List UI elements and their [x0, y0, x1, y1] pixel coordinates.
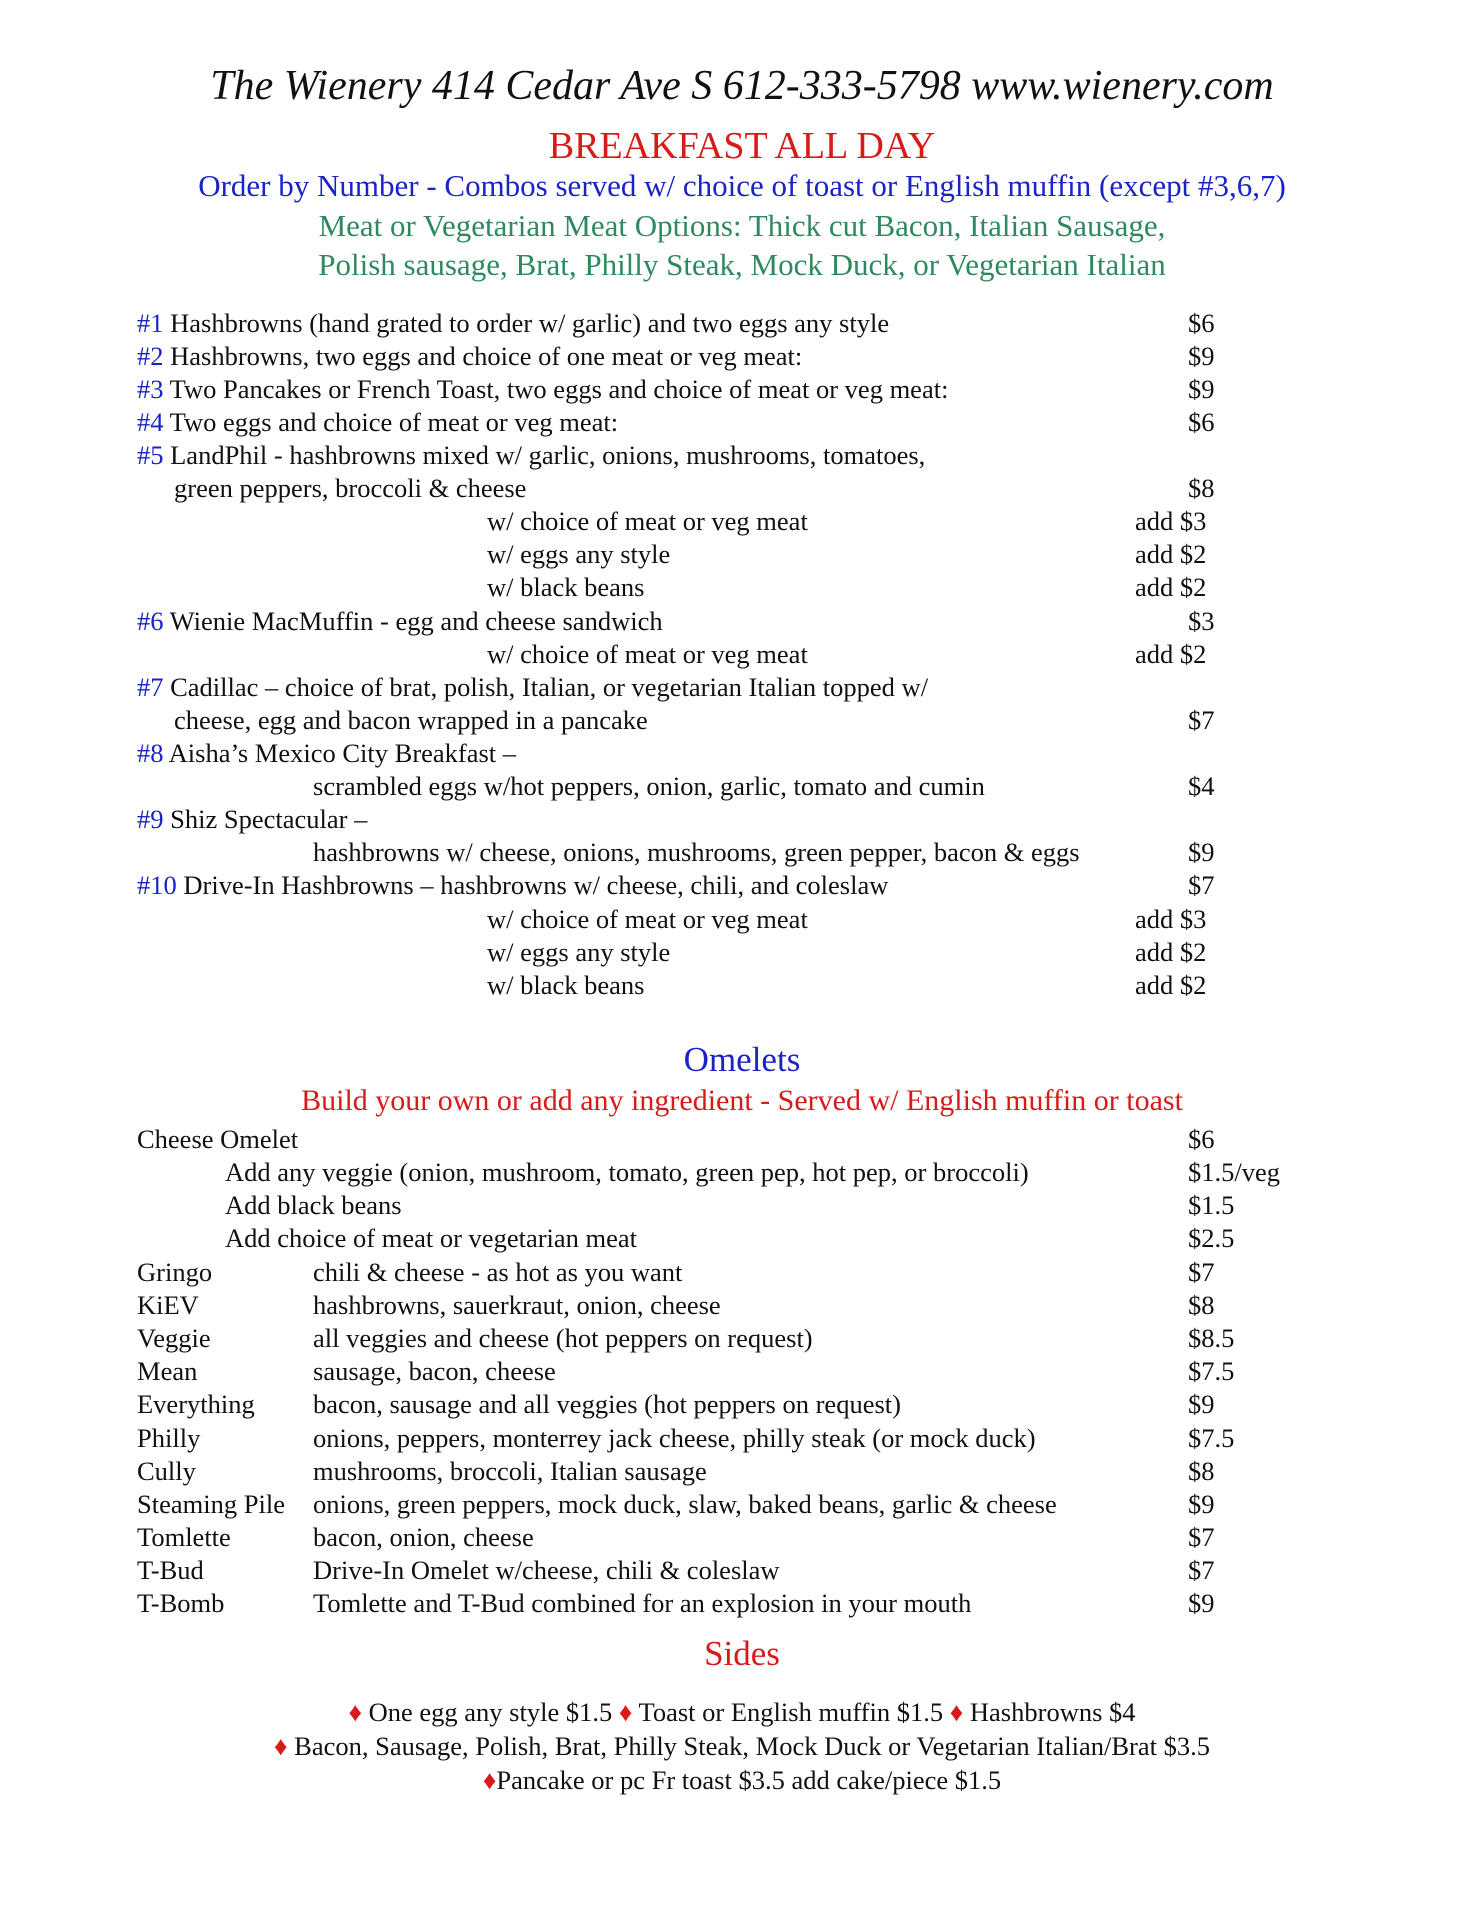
omelet-name: Veggie [137, 1323, 211, 1353]
omelet-name: Steaming Pile [137, 1489, 285, 1519]
header-title: The Wienery 414 Cedar Ave S 612-333-5798 www.wienery.com [210, 63, 1274, 109]
sides-line-1: ♦ One egg any style $1.5 ♦ Toast or English muffin $1.5 ♦ Hashbrowns $4 [348, 1697, 1136, 1727]
meat-options-line-1: Meat or Vegetarian Meat Options: Thick cut Bacon, Italian Sausage, [318, 208, 1166, 243]
omelet-desc: bacon, onion, cheese [313, 1522, 534, 1552]
diamond-bullet-icon: ♦ [274, 1731, 288, 1761]
diamond-bullet-icon: ♦ [348, 1697, 362, 1727]
price: $2.5 [1188, 1223, 1235, 1253]
list-item: w/ black beans [487, 970, 645, 1000]
sides-line-2: ♦ Bacon, Sausage, Polish, Brat, Philly Steak, Mock Duck or Vegetarian Italian/Brat $3.5 [274, 1731, 1210, 1761]
price: add $2 [1135, 970, 1207, 1000]
price: $9 [1188, 341, 1215, 371]
price: $6 [1188, 407, 1215, 437]
omelet-name: Philly [137, 1423, 201, 1453]
list-item: #9 Shiz Spectacular – [137, 804, 368, 834]
price: $7.5 [1188, 1423, 1235, 1453]
price: add $2 [1135, 937, 1207, 967]
omelet-name: Mean [137, 1356, 198, 1386]
order-note: Order by Number - Combos served w/ choice of toast or English muffin (except #3,6,7) [198, 168, 1286, 203]
price: add $2 [1135, 572, 1207, 602]
omelet-name: T-Bomb [137, 1588, 225, 1618]
omelet-desc: chili & cheese - as hot as you want [313, 1257, 683, 1287]
price: $1.5 [1188, 1190, 1235, 1220]
omelets-subtitle: Build your own or add any ingredient - Served w/ English muffin or toast [301, 1084, 1183, 1117]
meat-options-line-2: Polish sausage, Brat, Philly Steak, Mock Duck, or Vegetarian Italian [318, 247, 1166, 282]
list-item: hashbrowns w/ cheese, onions, mushrooms, green pepper, bacon & eggs [313, 837, 1080, 867]
price: $7 [1188, 1555, 1215, 1585]
list-item: #10 Drive-In Hashbrowns – hashbrowns w/ cheese, chili, and coleslaw [137, 870, 889, 900]
diamond-bullet-icon: ♦ [482, 1765, 497, 1795]
list-item: green peppers, broccoli & cheese [174, 473, 527, 503]
addon-text: Add choice of meat or vegetarian meat [225, 1223, 638, 1253]
price: add $3 [1135, 904, 1207, 934]
list-item: w/ choice of meat or veg meat [487, 639, 808, 669]
list-item: scrambled eggs w/hot peppers, onion, garlic, tomato and cumin [313, 771, 985, 801]
list-item: #4 Two eggs and choice of meat or veg meat: [137, 407, 619, 437]
omelet-name: Tomlette [137, 1522, 231, 1552]
list-item: w/ eggs any style [487, 539, 671, 569]
price: $8 [1188, 473, 1215, 503]
price: $8 [1188, 1290, 1215, 1320]
price: $7 [1188, 705, 1215, 735]
sides-heading: Sides [704, 1634, 780, 1673]
price: $7 [1188, 870, 1215, 900]
breakfast-heading: BREAKFAST ALL DAY [548, 125, 936, 167]
omelet-desc: Tomlette and T-Bud combined for an explosion in your mouth [313, 1588, 972, 1618]
list-item: #8 Aisha’s Mexico City Breakfast – [137, 738, 517, 768]
omelets-heading: Omelets [683, 1040, 801, 1079]
price: add $2 [1135, 539, 1207, 569]
omelet-desc: sausage, bacon, cheese [313, 1356, 556, 1386]
list-item: #6 Wienie MacMuffin - egg and cheese sandwich [137, 606, 663, 636]
list-item: w/ choice of meat or veg meat [487, 506, 808, 536]
cheese-omelet-name: Cheese Omelet [137, 1124, 299, 1154]
omelet-desc: all veggies and cheese (hot peppers on request) [313, 1323, 813, 1353]
sides-line-3: ♦Pancake or pc Fr toast $3.5 add cake/piece $1.5 [482, 1765, 1002, 1795]
price: $9 [1188, 1588, 1215, 1618]
price: $6 [1188, 1124, 1215, 1154]
price: $1.5/veg [1188, 1157, 1280, 1187]
omelet-name: Gringo [137, 1257, 213, 1287]
addon-text: Add any veggie (onion, mushroom, tomato, green pep, hot pep, or broccoli) [225, 1157, 1029, 1187]
list-item: w/ choice of meat or veg meat [487, 904, 808, 934]
price: $8.5 [1188, 1323, 1235, 1353]
price: $8 [1188, 1456, 1215, 1486]
diamond-bullet-icon: ♦ [618, 1697, 633, 1727]
omelet-name: Cully [137, 1456, 196, 1486]
list-item: #5 LandPhil - hashbrowns mixed w/ garlic, onions, mushrooms, tomatoes, [137, 440, 926, 470]
omelet-desc: Drive-In Omelet w/cheese, chili & coleslaw [313, 1555, 780, 1585]
price: $9 [1188, 1389, 1215, 1419]
price: $4 [1188, 771, 1215, 801]
diamond-bullet-icon: ♦ [949, 1697, 964, 1727]
omelet-desc: onions, green peppers, mock duck, slaw, baked beans, garlic & cheese [313, 1489, 1057, 1519]
omelet-name: Everything [137, 1389, 255, 1419]
omelet-name: T-Bud [137, 1555, 204, 1585]
omelet-desc: hashbrowns, sauerkraut, onion, cheese [313, 1290, 721, 1320]
list-item: #3 Two Pancakes or French Toast, two eggs and choice of meat or veg meat: [137, 374, 949, 404]
omelet-desc: mushrooms, broccoli, Italian sausage [313, 1456, 707, 1486]
omelet-desc: bacon, sausage and all veggies (hot peppers on request) [313, 1389, 901, 1419]
price: $9 [1188, 1489, 1215, 1519]
price: add $3 [1135, 506, 1207, 536]
addon-text: Add black beans [225, 1190, 402, 1220]
list-item: w/ eggs any style [487, 937, 671, 967]
list-item: #1 Hashbrowns (hand grated to order w/ garlic) and two eggs any style [137, 308, 890, 338]
price: $3 [1188, 606, 1215, 636]
list-item: cheese, egg and bacon wrapped in a pancake [174, 705, 648, 735]
omelet-desc: onions, peppers, monterrey jack cheese, philly steak (or mock duck) [313, 1423, 1036, 1453]
price: $9 [1188, 374, 1215, 404]
omelet-name: KiEV [137, 1290, 199, 1320]
price: $9 [1188, 837, 1215, 867]
price: $7 [1188, 1257, 1215, 1287]
price: $7.5 [1188, 1356, 1235, 1386]
list-item: #2 Hashbrowns, two eggs and choice of one meat or veg meat: [137, 341, 803, 371]
price: $7 [1188, 1522, 1215, 1552]
list-item: w/ black beans [487, 572, 645, 602]
price: $6 [1188, 308, 1215, 338]
price: add $2 [1135, 639, 1207, 669]
list-item: #7 Cadillac – choice of brat, polish, Italian, or vegetarian Italian topped w/ [137, 672, 929, 702]
